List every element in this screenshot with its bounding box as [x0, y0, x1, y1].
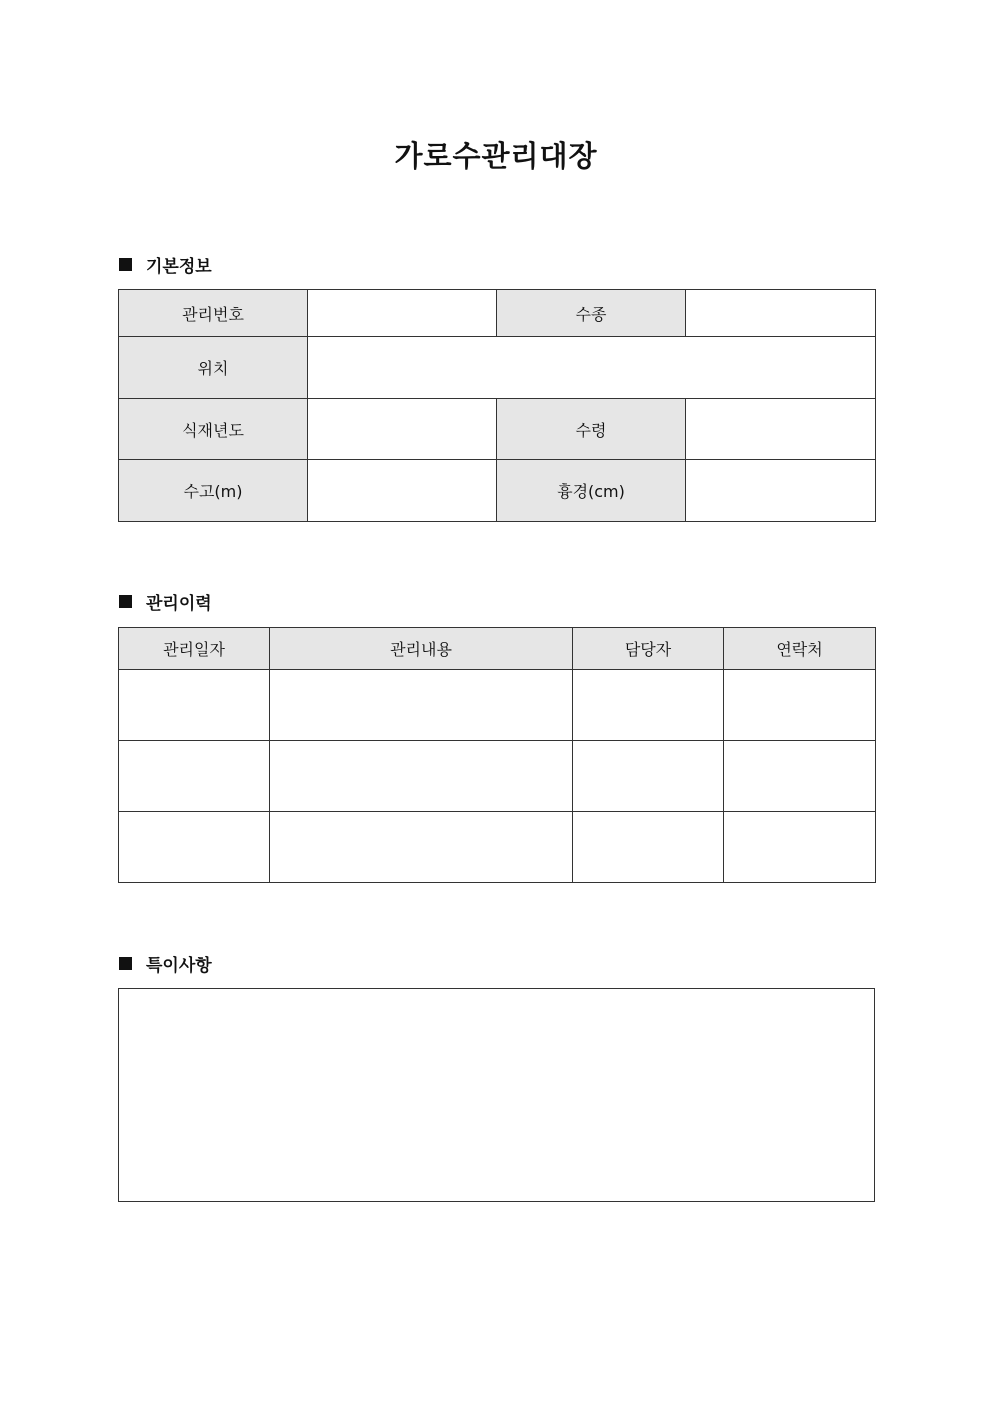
label-dbh: 흉경(cm)	[497, 460, 686, 522]
cell-contact[interactable]	[724, 670, 876, 741]
cell-manager[interactable]	[573, 741, 724, 812]
cell-content[interactable]	[270, 670, 573, 741]
cell-date[interactable]	[119, 670, 270, 741]
field-management-no[interactable]	[308, 290, 497, 337]
table-row	[119, 460, 876, 522]
field-dbh[interactable]	[686, 460, 876, 522]
column-header-manager: 담당자	[573, 628, 724, 670]
column-header-date: 관리일자	[119, 628, 270, 670]
table-row	[119, 290, 876, 337]
field-planting-year[interactable]	[308, 399, 497, 460]
table-row	[119, 337, 876, 399]
column-header-content: 관리내용	[270, 628, 573, 670]
basic-info-table	[118, 289, 876, 522]
table-row	[119, 741, 876, 812]
cell-content[interactable]	[270, 741, 573, 812]
table-row	[119, 670, 876, 741]
section-heading-label: 특이사항	[146, 955, 212, 976]
label-height: 수고(m)	[119, 460, 308, 522]
field-location[interactable]	[308, 337, 876, 399]
field-height[interactable]	[308, 460, 497, 522]
section-heading-history	[119, 589, 212, 613]
cell-manager[interactable]	[573, 812, 724, 883]
cell-date[interactable]	[119, 812, 270, 883]
field-tree-age[interactable]	[686, 399, 876, 460]
label-species: 수종	[497, 290, 686, 337]
table-row	[119, 399, 876, 460]
label-management-no: 관리번호	[119, 290, 308, 337]
field-species[interactable]	[686, 290, 876, 337]
label-tree-age: 수령	[497, 399, 686, 460]
section-heading-notes	[119, 951, 212, 975]
cell-content[interactable]	[270, 812, 573, 883]
label-planting-year: 식재년도	[119, 399, 308, 460]
column-header-contact: 연락처	[724, 628, 876, 670]
cell-contact[interactable]	[724, 741, 876, 812]
section-heading-label: 기본정보	[146, 256, 212, 277]
cell-manager[interactable]	[573, 670, 724, 741]
management-history-table	[118, 627, 876, 883]
square-bullet-icon	[119, 258, 132, 271]
notes-box[interactable]	[118, 988, 875, 1202]
section-heading-basic-info	[119, 252, 212, 276]
square-bullet-icon	[119, 957, 132, 970]
document-title: 가로수관리대장	[394, 139, 598, 173]
cell-date[interactable]	[119, 741, 270, 812]
cell-contact[interactable]	[724, 812, 876, 883]
section-heading-label: 관리이력	[146, 593, 212, 614]
table-row	[119, 812, 876, 883]
square-bullet-icon	[119, 595, 132, 608]
label-location: 위치	[119, 337, 308, 399]
table-header-row	[119, 628, 876, 670]
